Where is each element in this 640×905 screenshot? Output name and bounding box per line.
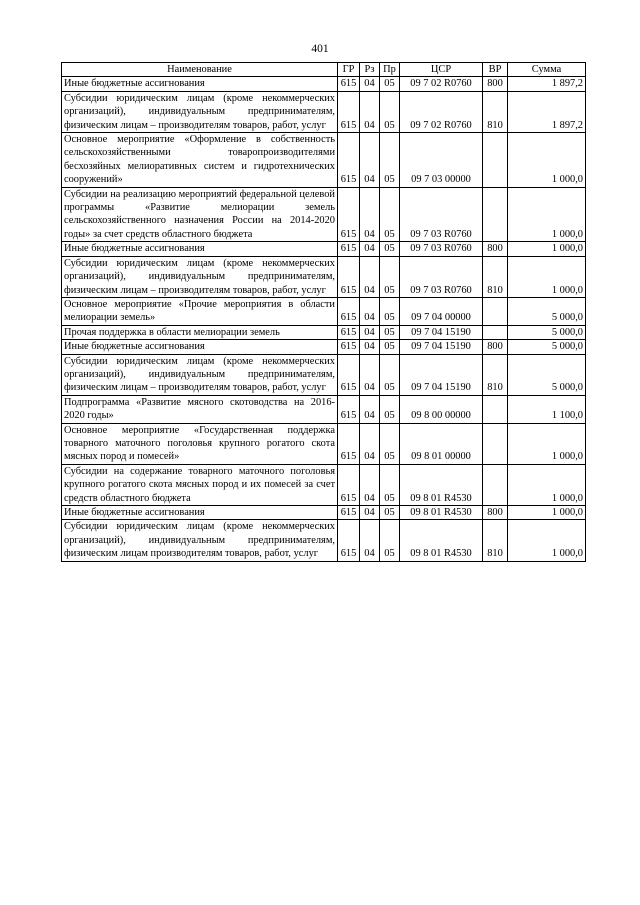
- row-sum: 1 000,0: [508, 520, 586, 561]
- row-pr: 05: [380, 340, 400, 354]
- row-vr: 810: [483, 91, 508, 132]
- header-sum: Сумма: [508, 63, 586, 77]
- row-vr: 810: [483, 256, 508, 297]
- row-name: Подпрограмма «Развитие мясного скотоводства на 2016-2020 годы»: [62, 395, 338, 423]
- row-name: Основное мероприятие «Государственная поддержка товарного маточного поголовья крупного рогатого скота мясных пород и помесей»: [62, 423, 338, 464]
- row-csr: 09 8 01 R4530: [400, 464, 483, 505]
- row-pr: 05: [380, 395, 400, 423]
- row-csr: 09 7 03 R0760: [400, 242, 483, 256]
- row-pr: 05: [380, 91, 400, 132]
- row-sum: 1 000,0: [508, 187, 586, 242]
- row-sum: 1 000,0: [508, 242, 586, 256]
- row-rz: 04: [360, 423, 380, 464]
- row-gr: 615: [338, 354, 360, 395]
- row-name: Основное мероприятие «Прочие мероприятия в области мелиорации земель»: [62, 297, 338, 325]
- row-name: Субсидии юридическим лицам (кроме некоммерческих организаций), индивидуальным предпринимателям, физическим лицам производителям товаров, работ, услуг: [62, 520, 338, 561]
- row-name: Иные бюджетные ассигнования: [62, 242, 338, 256]
- row-rz: 04: [360, 325, 380, 339]
- row-pr: 05: [380, 256, 400, 297]
- row-vr: [483, 325, 508, 339]
- table-row: [62, 395, 586, 423]
- row-gr: 615: [338, 187, 360, 242]
- row-pr: 05: [380, 133, 400, 188]
- row-gr: 615: [338, 325, 360, 339]
- table-row: [62, 423, 586, 464]
- row-sum: 5 000,0: [508, 340, 586, 354]
- header-name: Наименование: [62, 63, 338, 77]
- row-rz: 04: [360, 297, 380, 325]
- table-row: [62, 325, 586, 339]
- row-gr: 615: [338, 297, 360, 325]
- row-sum: 1 000,0: [508, 256, 586, 297]
- header-gr: ГР: [338, 63, 360, 77]
- row-sum: 1 000,0: [508, 423, 586, 464]
- row-pr: 05: [380, 464, 400, 505]
- row-rz: 04: [360, 464, 380, 505]
- row-vr: 800: [483, 77, 508, 91]
- row-vr: [483, 423, 508, 464]
- row-name: Иные бюджетные ассигнования: [62, 77, 338, 91]
- row-name: Субсидии на реализацию мероприятий федеральной целевой программы «Развитие мелиорации земель сельскохозяйственного назначения России на 2014-2020 годы» за счет средств областного бюджета: [62, 187, 338, 242]
- row-pr: 05: [380, 187, 400, 242]
- table-row: [62, 340, 586, 354]
- row-gr: 615: [338, 506, 360, 520]
- row-csr: 09 7 03 R0760: [400, 187, 483, 242]
- row-pr: 05: [380, 354, 400, 395]
- table-row: [62, 520, 586, 561]
- table-row: [62, 256, 586, 297]
- row-gr: 615: [338, 520, 360, 561]
- row-pr: 05: [380, 520, 400, 561]
- header-vr: ВР: [483, 63, 508, 77]
- row-gr: 615: [338, 242, 360, 256]
- row-name: Иные бюджетные ассигнования: [62, 506, 338, 520]
- table-row: [62, 354, 586, 395]
- table-row: [62, 77, 586, 91]
- row-name: Субсидии юридическим лицам (кроме некоммерческих организаций), индивидуальным предпринимателям, физическим лицам – производителям товаров, работ, услуг: [62, 256, 338, 297]
- row-pr: 05: [380, 506, 400, 520]
- table-row: [62, 187, 586, 242]
- row-vr: 800: [483, 506, 508, 520]
- row-rz: 04: [360, 91, 380, 132]
- row-gr: 615: [338, 133, 360, 188]
- row-vr: [483, 395, 508, 423]
- row-rz: 04: [360, 506, 380, 520]
- table-header-row: [62, 63, 586, 77]
- row-sum: 5 000,0: [508, 297, 586, 325]
- row-rz: 04: [360, 187, 380, 242]
- row-csr: 09 8 00 00000: [400, 395, 483, 423]
- row-sum: 1 897,2: [508, 77, 586, 91]
- table-row: [62, 91, 586, 132]
- row-csr: 09 7 04 15190: [400, 354, 483, 395]
- header-csr: ЦСР: [400, 63, 483, 77]
- row-vr: [483, 187, 508, 242]
- row-gr: 615: [338, 423, 360, 464]
- page-number: 401: [311, 43, 329, 55]
- row-csr: 09 7 04 15190: [400, 340, 483, 354]
- row-rz: 04: [360, 354, 380, 395]
- row-csr: 09 7 03 R0760: [400, 256, 483, 297]
- row-rz: 04: [360, 340, 380, 354]
- row-vr: [483, 133, 508, 188]
- row-gr: 615: [338, 340, 360, 354]
- row-gr: 615: [338, 91, 360, 132]
- row-pr: 05: [380, 77, 400, 91]
- table-row: [62, 133, 586, 188]
- row-sum: 1 897,2: [508, 91, 586, 132]
- row-name: Основное мероприятие «Оформление в собственность сельскохозяйственными товаропроизводителями бесхозяйных мелиоративных систем и гидротехнических сооружений»: [62, 133, 338, 188]
- row-pr: 05: [380, 242, 400, 256]
- row-csr: 09 7 02 R0760: [400, 91, 483, 132]
- row-vr: 810: [483, 354, 508, 395]
- row-name: Субсидии юридическим лицам (кроме некоммерческих организаций), индивидуальным предпринимателям, физическим лицам – производителям товаров, работ, услуг: [62, 91, 338, 132]
- row-vr: 800: [483, 242, 508, 256]
- table-row: [62, 464, 586, 505]
- row-pr: 05: [380, 325, 400, 339]
- row-gr: 615: [338, 395, 360, 423]
- header-rz: Рз: [360, 63, 380, 77]
- row-name: Субсидии юридическим лицам (кроме некоммерческих организаций), индивидуальным предпринимателям, физическим лицам – производителям товаров, работ, услуг: [62, 354, 338, 395]
- row-pr: 05: [380, 297, 400, 325]
- row-csr: 09 8 01 00000: [400, 423, 483, 464]
- row-sum: 1 100,0: [508, 395, 586, 423]
- table-row: [62, 242, 586, 256]
- row-rz: 04: [360, 242, 380, 256]
- row-sum: 1 000,0: [508, 464, 586, 505]
- row-vr: 810: [483, 520, 508, 561]
- row-sum: 1 000,0: [508, 133, 586, 188]
- row-csr: 09 8 01 R4530: [400, 506, 483, 520]
- row-csr: 09 7 04 15190: [400, 325, 483, 339]
- row-rz: 04: [360, 395, 380, 423]
- row-name: Прочая поддержка в области мелиорации земель: [62, 325, 338, 339]
- table-row: [62, 297, 586, 325]
- row-rz: 04: [360, 520, 380, 561]
- row-pr: 05: [380, 423, 400, 464]
- row-vr: [483, 297, 508, 325]
- header-pr: Пр: [380, 63, 400, 77]
- row-csr: 09 7 02 R0760: [400, 77, 483, 91]
- row-sum: 1 000,0: [508, 506, 586, 520]
- table-row: [62, 506, 586, 520]
- row-rz: 04: [360, 256, 380, 297]
- row-rz: 04: [360, 77, 380, 91]
- row-csr: 09 7 04 00000: [400, 297, 483, 325]
- row-sum: 5 000,0: [508, 325, 586, 339]
- row-name: Иные бюджетные ассигнования: [62, 340, 338, 354]
- row-vr: [483, 464, 508, 505]
- row-csr: 09 7 03 00000: [400, 133, 483, 188]
- row-sum: 5 000,0: [508, 354, 586, 395]
- row-gr: 615: [338, 256, 360, 297]
- row-vr: 800: [483, 340, 508, 354]
- row-gr: 615: [338, 77, 360, 91]
- row-gr: 615: [338, 464, 360, 505]
- budget-table: [61, 62, 586, 562]
- row-csr: 09 8 01 R4530: [400, 520, 483, 561]
- row-name: Субсидии на содержание товарного маточного поголовья крупного рогатого скота мясных пород и их помесей за счет средств областного бюджета: [62, 464, 338, 505]
- row-rz: 04: [360, 133, 380, 188]
